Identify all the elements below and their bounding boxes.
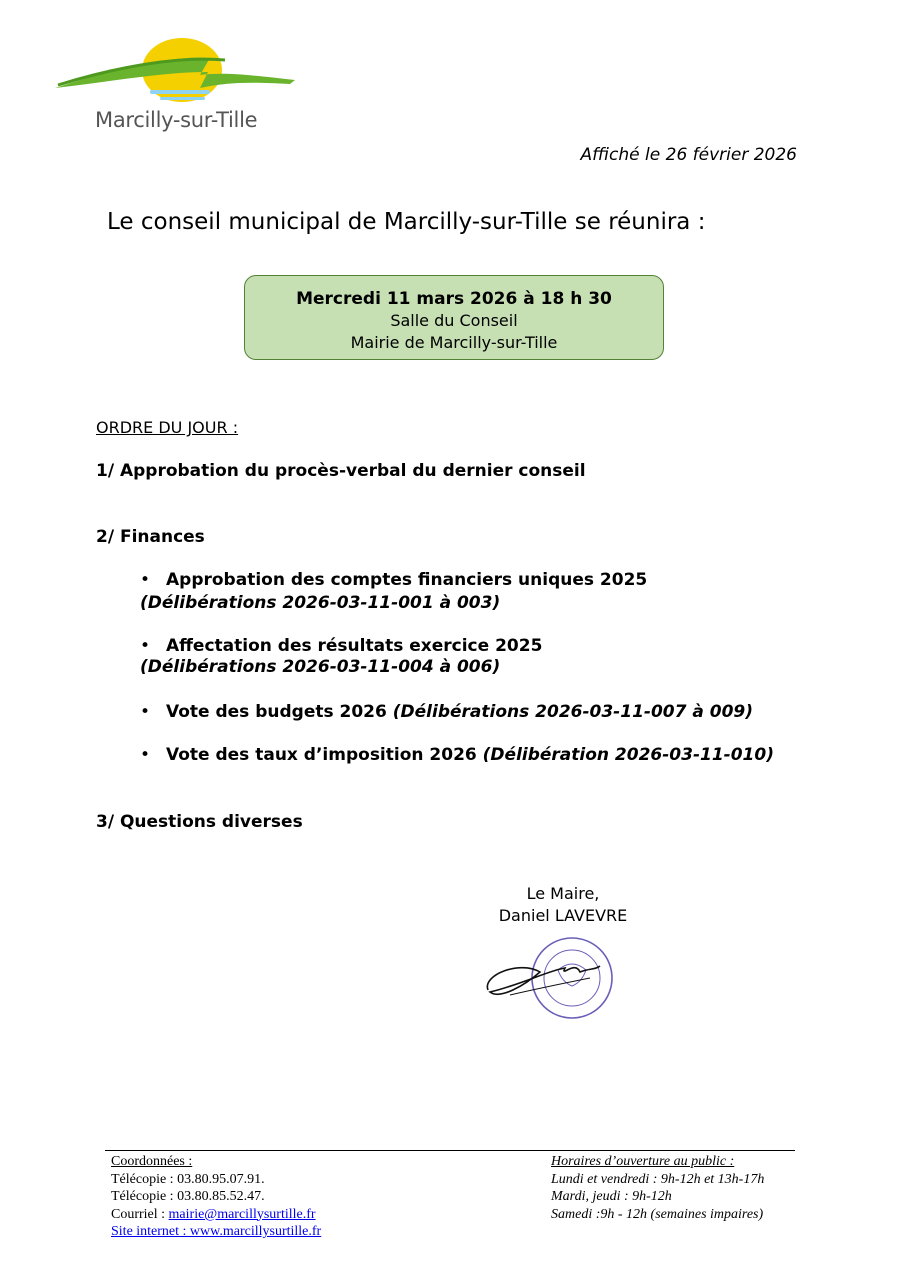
hours-title: Horaires d’ouverture au public : [551, 1154, 735, 1169]
agenda-bullet [140, 636, 543, 656]
email-link[interactable]: mairie@marcillysurtille.fr [168, 1206, 316, 1222]
stamp-icon [480, 930, 620, 1025]
signer-title: Le Maire, [526, 884, 600, 903]
logo-graphic [50, 30, 310, 110]
meeting-info-box [244, 275, 664, 360]
agenda-item-1: 1/ Approbation du procès-verbal du dernier conseil [96, 461, 586, 481]
bullet-icon: • [140, 570, 151, 590]
contacts-title: Coordonnées : [111, 1154, 193, 1169]
agenda-title: ORDRE DU JOUR : [96, 418, 239, 437]
website-link[interactable]: Site internet : www.marcillysurtille.fr [111, 1224, 322, 1239]
bullet-text: Vote des taux d’imposition 2026 [166, 745, 483, 765]
agenda-item-3: 3/ Questions diverses [96, 812, 303, 832]
bullet-icon: • [140, 745, 151, 765]
meeting-date: Mercredi 11 mars 2026 à 18 h 30 [296, 289, 612, 309]
footer-divider [105, 1150, 795, 1151]
bullet-text: Vote des budgets 2026 [166, 702, 393, 722]
hours-line-3: Samedi :9h - 12h (semaines impaires) [551, 1206, 764, 1222]
signer-name: Daniel LAVEVRE [498, 906, 628, 925]
agenda-item-2: 2/ Finances [96, 527, 205, 547]
agenda-bullet [140, 570, 648, 590]
posted-date: Affiché le 26 février 2026 [580, 145, 797, 165]
bullet-reference: (Délibérations 2026-03-11-004 à 006) [140, 657, 501, 677]
bullet-icon: • [140, 702, 151, 722]
bullet-text: Affectation des résultats exercice 2025 [166, 636, 543, 656]
phone-1: Télécopie : 03.80.95.07.91. [111, 1171, 265, 1187]
bullet-icon: • [140, 636, 151, 656]
bullet-reference: (Délibérations 2026-03-11-001 à 003) [140, 593, 501, 613]
municipal-logo [50, 30, 310, 140]
intro-heading: Le conseil municipal de Marcilly-sur-Tille se réunira : [107, 209, 706, 235]
bullet-text: Approbation des comptes financiers uniques 2025 [166, 570, 648, 590]
logo-title: Marcilly-sur-Tille [95, 108, 258, 132]
bullet-reference: (Délibérations 2026-03-11-007 à 009) [392, 702, 754, 722]
email-row [111, 1206, 321, 1224]
bullet-reference: (Délibération 2026-03-11-010) [482, 745, 774, 765]
agenda-bullet [140, 745, 774, 765]
footer-hours [551, 1153, 764, 1223]
agenda-bullet [140, 702, 754, 722]
footer-contacts [111, 1153, 321, 1241]
hours-line-1: Lundi et vendredi : 9h-12h et 13h-17h [551, 1171, 765, 1187]
email-label: Courriel : [111, 1206, 169, 1222]
signature-block [497, 883, 629, 927]
mayor-stamp-signature [480, 930, 620, 1025]
meeting-place: Mairie de Marcilly-sur-Tille [350, 333, 558, 352]
phone-2: Télécopie : 03.80.85.52.47. [111, 1189, 265, 1204]
meeting-room: Salle du Conseil [390, 311, 518, 330]
hours-line-2: Mardi, jeudi : 9h-12h [551, 1189, 672, 1204]
